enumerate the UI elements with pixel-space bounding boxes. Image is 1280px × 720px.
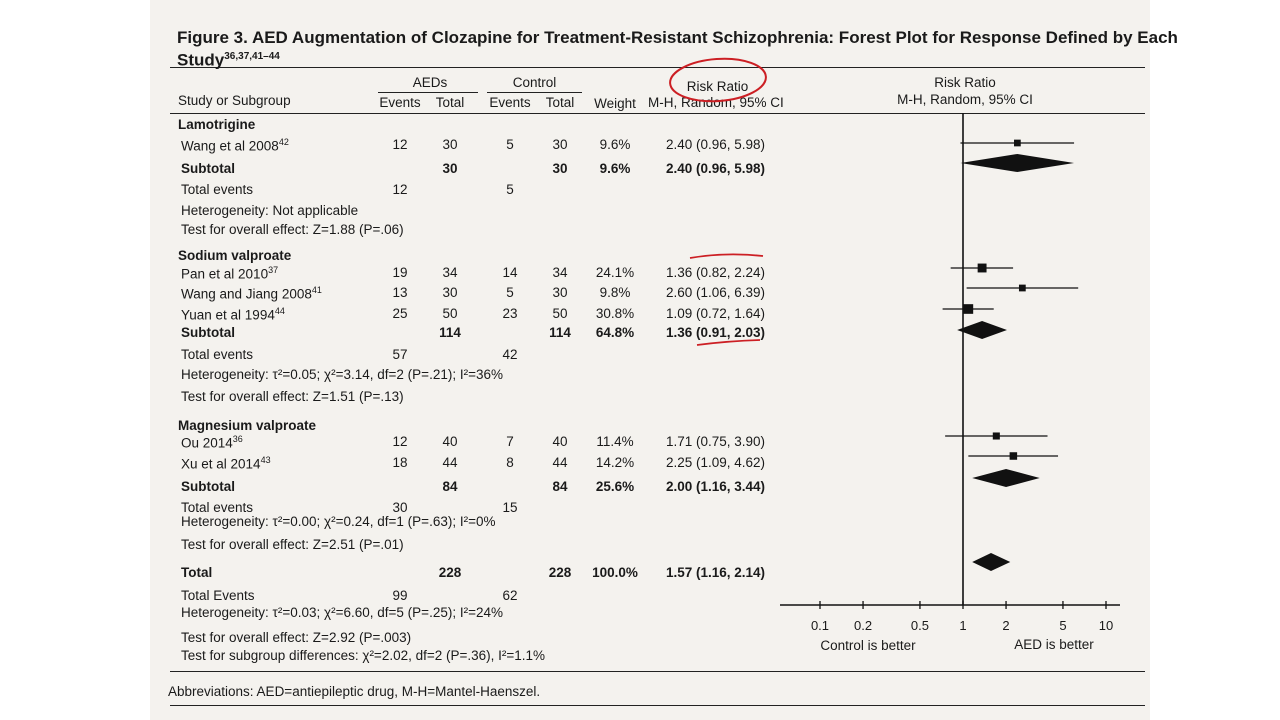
cell-rr_text-8: 2.60 (1.06, 6.39) [665, 285, 766, 300]
cell-weight-2: 9.6% [599, 161, 631, 176]
bottom-rule [170, 705, 1145, 706]
footer-rule [170, 671, 1145, 672]
row-label-2: Subtotal [181, 161, 235, 176]
cell-weight-8: 9.8% [599, 285, 631, 300]
cell-weight-7: 24.1% [595, 265, 635, 280]
plot-title: Risk Ratio [934, 75, 996, 90]
row-label-21: Total [181, 565, 213, 580]
rr-column-method: M-H, Random, 95% CI [648, 95, 784, 110]
abbreviations-note: Abbreviations: AED=antiepileptic drug, M-H=Mantel-Haenszel. [168, 684, 541, 699]
cell-ctl_events-22: 62 [502, 588, 518, 603]
aed-events-header: Events [379, 95, 421, 110]
cell-rr_text-2: 2.40 (0.96, 5.98) [665, 161, 766, 176]
cell-aed_events-15: 12 [392, 434, 408, 449]
control-group-header: Control [512, 75, 557, 90]
cell-aed_events-7: 19 [392, 265, 408, 280]
cell-weight-16: 14.2% [595, 455, 635, 470]
row-label-12: Heterogeneity: τ²=0.05; χ²=3.14, df=2 (P=.21); I²=36% [181, 367, 503, 382]
figure-title-refs: 36,37,41–44 [224, 51, 280, 62]
figure-title-line1: Figure 3. AED Augmentation of Clozapine for Treatment-Resistant Schizophrenia: Forest Plot for Response Defined by Each [177, 28, 1178, 47]
cell-weight-10: 64.8% [595, 325, 635, 340]
cell-aed_events-16: 18 [392, 455, 408, 470]
cell-rr_text-21: 1.57 (1.16, 2.14) [665, 565, 766, 580]
x-tick-label-6: 10 [1098, 618, 1114, 633]
cell-ctl_events-15: 7 [506, 434, 514, 449]
row-label-16: Xu et al 2014$^{43}$ [181, 455, 271, 472]
cell-ctl_events-8: 5 [506, 285, 514, 300]
row-label-8: Wang and Jiang 2008$^{41}$ [181, 285, 322, 302]
row-label-5: Test for overall effect: Z=1.88 (P=.06) [181, 222, 404, 237]
cell-ctl_total-10: 114 [549, 325, 571, 340]
cell-ctl_total-15: 40 [552, 434, 568, 449]
study-point-3 [964, 304, 974, 314]
row-label-17: Subtotal [181, 479, 235, 494]
figure-title-line2: Study [177, 50, 225, 70]
cell-aed_events-9: 25 [392, 306, 408, 321]
row-label-15: Ou 2014$^{36}$ [181, 434, 243, 451]
cell-ctl_total-16: 44 [552, 455, 568, 470]
x-tick-label-5: 5 [1059, 618, 1067, 633]
cell-rr_text-15: 1.71 (0.75, 3.90) [665, 434, 766, 449]
subtotal-underline-annotation [697, 340, 760, 345]
x-tick-label-0: 0.1 [810, 618, 830, 633]
row-label-22: Total Events [181, 588, 255, 603]
ctl-events-header: Events [489, 95, 531, 110]
study-point-0 [1014, 140, 1021, 147]
row-label-4: Heterogeneity: Not applicable [181, 203, 359, 218]
aed-total-header: Total [435, 95, 465, 110]
rr-title-circle-annotation [669, 56, 768, 105]
cell-weight-17: 25.6% [595, 479, 635, 494]
cell-ctl_total-1: 30 [552, 137, 568, 152]
row-label-19: Heterogeneity: τ²=0.00; χ²=0.24, df=1 (P=.63); I²=0% [181, 514, 496, 529]
cell-rr_text-1: 2.40 (0.96, 5.98) [665, 137, 766, 152]
plot-method: M-H, Random, 95% CI [897, 92, 1033, 107]
cell-ctl_total-17: 84 [552, 479, 568, 494]
cell-ctl_events-16: 8 [506, 455, 514, 470]
cell-aed_total-8: 30 [442, 285, 458, 300]
pooled-diamond-0 [960, 154, 1074, 172]
row-label-14: Magnesium valproate [178, 418, 317, 433]
cell-rr_text-7: 1.36 (0.82, 2.24) [665, 265, 766, 280]
cell-aed_total-15: 40 [442, 434, 458, 449]
cell-aed_total-21: 228 [438, 565, 462, 580]
cell-rr_text-16: 2.25 (1.09, 4.62) [665, 455, 766, 470]
cell-aed_events-8: 13 [392, 285, 408, 300]
study-point-2 [1019, 285, 1026, 292]
row-label-3: Total events [181, 182, 254, 197]
x-tick-label-4: 2 [1002, 618, 1010, 633]
cell-aed_events-1: 12 [392, 137, 408, 152]
row-label-7: Pan et al 2010$^{37}$ [181, 265, 279, 282]
study-point-5 [1010, 452, 1018, 460]
cell-ctl_events-3: 5 [506, 182, 514, 197]
row-label-1: Wang et al 2008$^{42}$ [181, 137, 289, 154]
aeds-group-header: AEDs [412, 75, 448, 90]
x-tick-label-2: 0.5 [910, 618, 929, 633]
cell-ctl_total-9: 50 [552, 306, 568, 321]
row-label-0: Lamotrigine [178, 117, 256, 132]
cell-ctl_events-7: 14 [502, 265, 518, 280]
row-label-20: Test for overall effect: Z=2.51 (P=.01) [181, 537, 404, 552]
pooled-diamond-1 [957, 321, 1007, 339]
study-column-header: Study or Subgroup [178, 93, 291, 108]
cell-weight-21: 100.0% [592, 565, 638, 580]
cell-rr_text-9: 1.09 (0.72, 1.64) [665, 306, 766, 321]
cell-aed_total-16: 44 [442, 455, 458, 470]
cell-aed_events-18: 30 [392, 500, 408, 515]
pooled-diamond-3 [972, 553, 1010, 571]
row-label-24: Test for overall effect: Z=2.92 (P=.003) [181, 630, 412, 645]
cell-ctl_total-7: 34 [552, 265, 568, 280]
study-point-1 [978, 264, 987, 273]
cell-aed_total-17: 84 [442, 479, 458, 494]
row-label-10: Subtotal [181, 325, 235, 340]
aed-is-better-label: AED is better [1014, 637, 1094, 652]
cell-weight-15: 11.4% [596, 434, 634, 449]
cell-ctl_events-18: 15 [502, 500, 518, 515]
ctl-total-header: Total [545, 95, 575, 110]
pooled-diamond-2 [972, 469, 1040, 487]
row-label-18: Total events [181, 500, 254, 515]
row-label-6: Sodium valproate [178, 248, 292, 263]
cell-weight-9: 30.8% [595, 306, 635, 321]
pan-row-underline-annotation [690, 254, 763, 258]
x-tick-label-3: 1 [959, 618, 967, 633]
x-tick-label-1: 0.2 [854, 618, 873, 633]
row-label-11: Total events [181, 347, 254, 362]
cell-rr_text-17: 2.00 (1.16, 3.44) [665, 479, 766, 494]
cell-aed_total-9: 50 [442, 306, 458, 321]
study-point-4 [993, 432, 1000, 439]
cell-aed_total-1: 30 [442, 137, 458, 152]
cell-ctl_events-11: 42 [502, 347, 518, 362]
cell-weight-1: 9.6% [599, 137, 631, 152]
row-label-25: Test for subgroup differences: χ²=2.02, df=2 (P=.36), I²=1.1% [181, 648, 546, 663]
control-is-better-label: Control is better [820, 638, 916, 653]
cell-rr_text-10: 1.36 (0.91, 2.03) [665, 325, 766, 340]
cell-aed_events-3: 12 [392, 182, 408, 197]
row-label-13: Test for overall effect: Z=1.51 (P=.13) [181, 389, 404, 404]
cell-aed_total-2: 30 [442, 161, 458, 176]
cell-aed_total-7: 34 [442, 265, 458, 280]
cell-ctl_total-2: 30 [552, 161, 568, 176]
cell-ctl_events-9: 23 [502, 306, 518, 321]
cell-aed_events-11: 57 [392, 347, 408, 362]
weight-header: Weight [594, 96, 636, 111]
row-label-23: Heterogeneity: τ²=0.03; χ²=6.60, df=5 (P=.25); I²=24% [181, 605, 503, 620]
cell-ctl_total-8: 30 [552, 285, 568, 300]
cell-ctl_total-21: 228 [548, 565, 572, 580]
row-label-9: Yuan et al 1994$^{44}$ [181, 306, 285, 323]
cell-aed_total-10: 114 [439, 325, 461, 340]
rr-column-title: Risk Ratio [686, 79, 749, 94]
cell-aed_events-22: 99 [392, 588, 408, 603]
cell-ctl_events-1: 5 [506, 137, 514, 152]
